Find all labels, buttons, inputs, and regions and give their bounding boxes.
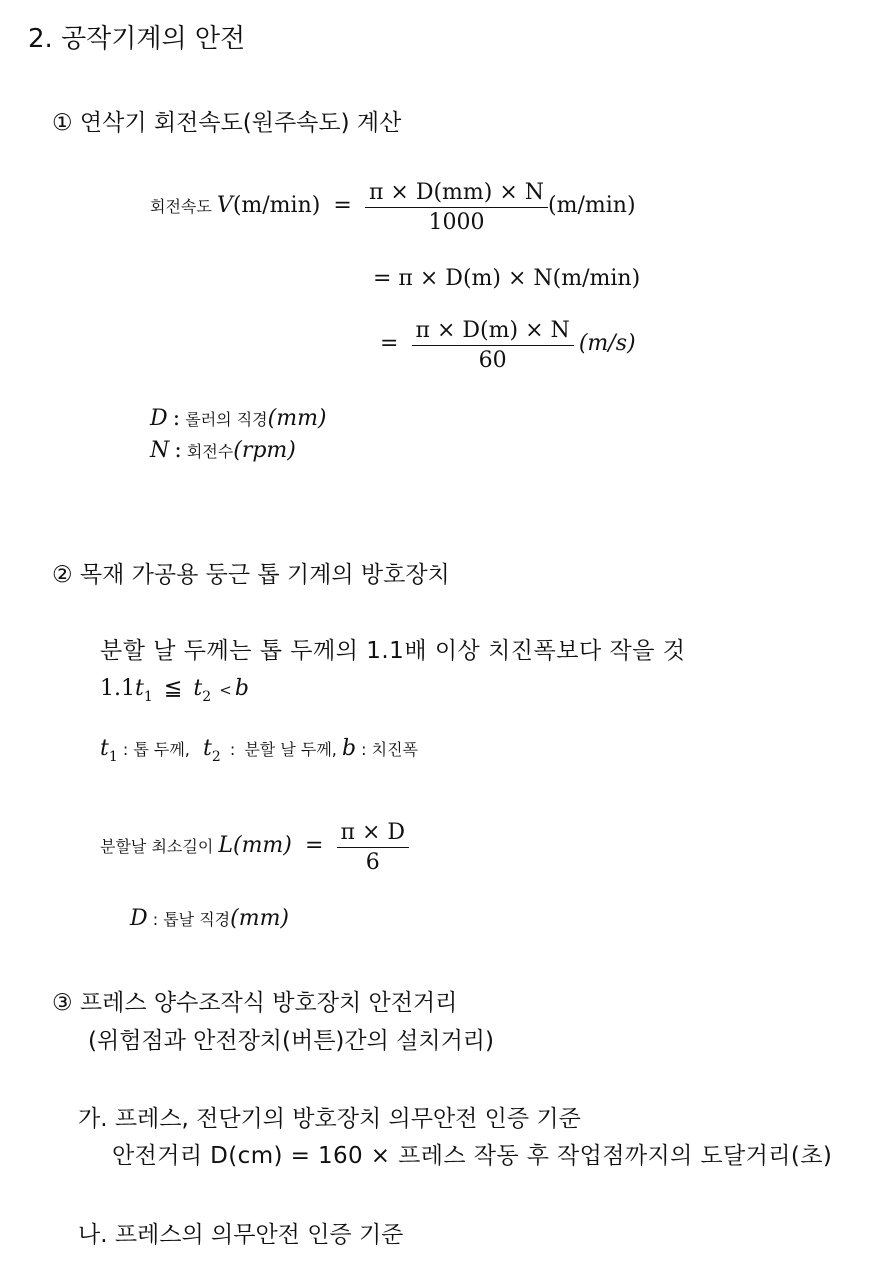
def-t2-colon: : <box>229 740 236 759</box>
section-title: 2. 공작기계의 안전 <box>28 24 246 54</box>
subheading-install-distance: (위험점과 안전장치(버튼)간의 설치거리) <box>88 1028 495 1054</box>
min-len-label: 분할날 최소길이 <box>100 837 214 856</box>
def-t2-var: t <box>202 736 212 761</box>
ineq-sub1: 1 <box>143 689 153 705</box>
def-b-label: : 치진폭 <box>361 740 419 759</box>
min-len-unit: (mm) <box>232 833 292 858</box>
ineq-b: b <box>234 676 249 701</box>
def-d-var: D <box>150 406 168 431</box>
riving-knife-rule: 분할 날 두께는 톱 두께의 1.1배 이상 치진폭보다 작을 것 <box>100 638 686 664</box>
def-blade-var: D <box>130 906 148 931</box>
definition-blade-diameter <box>130 906 289 931</box>
def-blade-label: : 톱날 직경 <box>152 910 231 929</box>
fraction-3-numerator: π × D(m) × N <box>412 318 574 346</box>
formula-lhs-unit: (m/min) <box>232 193 321 218</box>
formula-label: 회전속도 <box>150 197 212 216</box>
definition-d <box>150 406 327 431</box>
def-t1-label: : 톱 두께, <box>122 740 190 759</box>
min-len-eq: = <box>304 833 324 858</box>
def-n-var: N <box>150 438 170 463</box>
ineq-t1: t <box>135 676 144 701</box>
definition-thickness <box>100 736 419 765</box>
formula-line-2: = π × D(m) × N(m/min) <box>373 266 641 291</box>
formula-unit-1: (m/min) <box>548 193 636 218</box>
def-t1-var: t <box>100 736 109 761</box>
formula-lhs-var: V <box>216 193 233 218</box>
min-len-var: L <box>218 833 233 858</box>
def-n-label: 회전수 <box>186 442 234 461</box>
formula-fraction-1 <box>365 180 548 235</box>
min-len-denominator: 6 <box>365 850 380 875</box>
def-n-unit: (rpm) <box>233 438 296 463</box>
item-a-title: 가. 프레스, 전단기의 방호장치 의무안전 인증 기준 <box>78 1106 581 1132</box>
fraction-3-denominator: 60 <box>478 348 507 373</box>
heading-grinder-speed: ① 연삭기 회전속도(원주속도) 계산 <box>52 110 402 136</box>
ineq-coef: 1.1 <box>100 676 135 701</box>
definition-n <box>150 438 296 463</box>
thickness-inequality <box>100 676 249 705</box>
min-len-numerator: π × D <box>337 820 410 848</box>
def-d-unit: (mm) <box>267 406 327 431</box>
def-b-var: b <box>341 736 357 761</box>
def-t2-label: 분할 날 두께, <box>244 740 337 759</box>
def-t1-sub: 1 <box>108 749 118 765</box>
ineq-t2: t <box>193 676 203 701</box>
min-len-fraction <box>337 820 410 875</box>
def-blade-unit: (mm) <box>230 906 290 931</box>
ineq-lt: < <box>219 681 232 699</box>
heading-press-safety-distance: ③ 프레스 양수조작식 방호장치 안전거리 <box>52 990 458 1016</box>
def-d-colon: : <box>172 406 181 431</box>
formula-line-3 <box>380 318 636 373</box>
fraction-1-denominator: 1000 <box>428 210 485 235</box>
item-a-formula: 안전거리 D(cm) = 160 × 프레스 작동 후 작업점까지의 도달거리(초) <box>112 1143 833 1169</box>
formula-fraction-3 <box>412 318 574 373</box>
formula-line-1 <box>150 180 636 235</box>
formula-unit-3: (m/s) <box>578 331 636 356</box>
ineq-le: ≦ <box>163 676 183 701</box>
formula-eq: = <box>333 193 352 218</box>
ineq-sub2: 2 <box>202 689 212 705</box>
def-d-label: 롤러의 직경 <box>185 410 268 429</box>
item-b-title: 나. 프레스의 의무안전 인증 기준 <box>78 1222 404 1248</box>
def-n-colon: : <box>174 438 182 463</box>
min-length-formula <box>100 820 409 875</box>
heading-saw-guard: ② 목재 가공용 둥근 톱 기계의 방호장치 <box>52 562 450 588</box>
def-t2-sub: 2 <box>211 749 221 765</box>
fraction-1-numerator: π × D(mm) × N <box>365 180 548 208</box>
formula-line-3-eq: = <box>380 331 399 356</box>
